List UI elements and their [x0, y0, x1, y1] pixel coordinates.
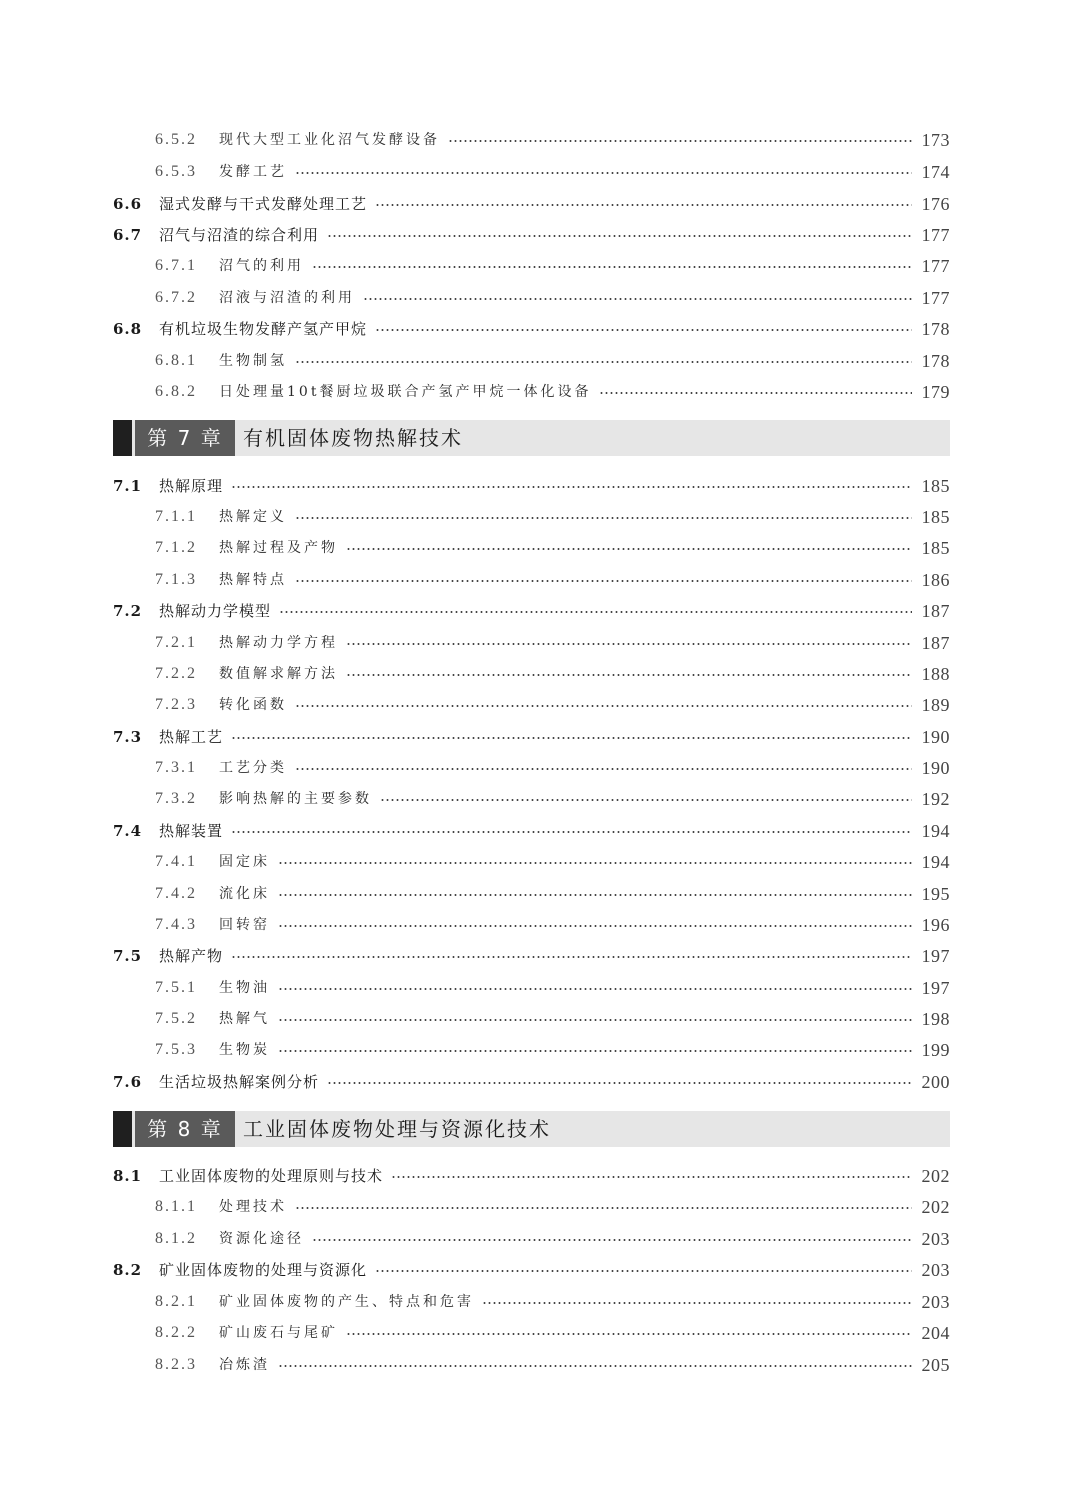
- page-number: 203: [921, 1229, 950, 1249]
- page-number: 185: [921, 476, 950, 496]
- page-number: 189: [921, 695, 950, 715]
- entry-number: 7.3.2: [155, 790, 197, 807]
- dot-leader: [375, 204, 912, 206]
- page-number: 190: [921, 727, 950, 747]
- chapter-title: 工业固体废物处理与资源化技术: [243, 1117, 551, 1141]
- entry-title: 沼气与沼渣的综合利用: [159, 226, 320, 244]
- entry-number: 7.5.1: [155, 979, 197, 996]
- entry-number: 7.5: [113, 947, 143, 965]
- entry-title: 生活垃圾热解案例分析: [159, 1073, 320, 1091]
- toc-subsection[interactable]: [0, 785, 1080, 813]
- entry-number: 6.7.1: [155, 257, 197, 274]
- page-number: 174: [921, 162, 950, 182]
- dot-leader: [380, 799, 912, 801]
- entry-title: 资源化途径: [219, 1231, 304, 1247]
- page-number: 205: [921, 1355, 950, 1375]
- toc-subsection[interactable]: [0, 1036, 1080, 1064]
- dot-leader: [448, 140, 912, 142]
- entry-title: 热解装置: [159, 822, 224, 840]
- toc-section[interactable]: [0, 942, 1080, 970]
- entry-title: 热解产物: [159, 947, 224, 965]
- chapter-title: 有机固体废物热解技术: [243, 426, 463, 450]
- page-number: 185: [921, 538, 950, 558]
- page-number: 177: [921, 288, 950, 308]
- entry-number: 6.6: [113, 195, 143, 213]
- toc-subsection[interactable]: [0, 566, 1080, 594]
- entry-number: 7.6: [113, 1073, 143, 1091]
- dot-leader: [391, 1176, 912, 1178]
- toc-subsection[interactable]: [0, 252, 1080, 280]
- entry-number: 7.5.2: [155, 1010, 197, 1027]
- chapter-heading: [113, 1111, 950, 1147]
- toc-section[interactable]: [0, 190, 1080, 218]
- dot-leader: [295, 172, 912, 174]
- toc-subsection[interactable]: [0, 284, 1080, 312]
- page-number: 197: [921, 978, 950, 998]
- page-number: 204: [921, 1323, 950, 1343]
- toc-subsection[interactable]: [0, 1288, 1080, 1316]
- entry-title: 热解工艺: [159, 728, 224, 746]
- dot-leader: [295, 361, 912, 363]
- entry-number: 7.1.3: [155, 571, 197, 588]
- page-number: 197: [921, 946, 950, 966]
- entry-title: 数值解求解方法: [219, 666, 338, 682]
- entry-title: 热解特点: [219, 572, 287, 588]
- entry-title: 热解动力学方程: [219, 635, 338, 651]
- chapter-number: 第 8 章: [135, 1111, 235, 1147]
- entry-title: 生物炭: [219, 1042, 270, 1058]
- toc-subsection[interactable]: [0, 848, 1080, 876]
- toc-subsection[interactable]: [0, 534, 1080, 562]
- toc-subsection[interactable]: [0, 629, 1080, 657]
- page-number: 194: [921, 852, 950, 872]
- page-number: 203: [921, 1260, 950, 1280]
- entry-title: 工艺分类: [219, 760, 287, 776]
- toc-section[interactable]: [0, 1256, 1080, 1284]
- entry-title: 湿式发酵与干式发酵处理工艺: [159, 195, 368, 213]
- dot-leader: [231, 737, 912, 739]
- dot-leader: [231, 956, 912, 958]
- dot-leader: [231, 486, 912, 488]
- toc-subsection[interactable]: [0, 1351, 1080, 1379]
- dot-leader: [278, 862, 912, 864]
- page-number: 203: [921, 1292, 950, 1312]
- entry-number: 7.1.1: [155, 508, 197, 525]
- page-number: 177: [921, 225, 950, 245]
- entry-number: 7.3.1: [155, 759, 197, 776]
- entry-title: 矿业固体废物的处理与资源化: [159, 1261, 368, 1279]
- dot-leader: [278, 925, 912, 927]
- entry-title: 矿业固体废物的产生、特点和危害: [219, 1294, 474, 1310]
- toc-section[interactable]: [0, 723, 1080, 751]
- page-number: 198: [921, 1009, 950, 1029]
- dot-leader: [312, 1239, 912, 1241]
- entry-title: 转化函数: [219, 697, 287, 713]
- page-number: 188: [921, 664, 950, 684]
- entry-title: 冶炼渣: [219, 1357, 270, 1373]
- entry-title: 热解动力学模型: [159, 602, 272, 620]
- entry-title: 固定床: [219, 854, 270, 870]
- page-number: 199: [921, 1040, 950, 1060]
- entry-number: 6.5.3: [155, 163, 197, 180]
- dot-leader: [312, 266, 912, 268]
- dot-leader: [295, 517, 912, 519]
- dot-leader: [363, 298, 912, 300]
- dot-leader: [279, 611, 912, 613]
- entry-title: 流化床: [219, 886, 270, 902]
- dot-leader: [375, 1270, 912, 1272]
- dot-leader: [482, 1302, 912, 1304]
- page-number: 177: [921, 256, 950, 276]
- entry-number: 6.8: [113, 320, 143, 338]
- dot-leader: [346, 643, 912, 645]
- entry-number: 7.2.1: [155, 634, 197, 651]
- dot-leader: [346, 548, 912, 550]
- page-number: 185: [921, 507, 950, 527]
- chapter-number: 第 7 章: [135, 420, 235, 456]
- toc-subsection[interactable]: [0, 1225, 1080, 1253]
- entry-number: 7.4.2: [155, 885, 197, 902]
- dot-leader: [599, 392, 912, 394]
- chapter-accent-bar: [113, 420, 132, 456]
- toc-subsection[interactable]: [0, 347, 1080, 375]
- dot-leader: [327, 235, 912, 237]
- dot-leader: [278, 894, 912, 896]
- page-number: 176: [921, 194, 950, 214]
- toc-subsection[interactable]: [0, 158, 1080, 186]
- toc-subsection[interactable]: [0, 1005, 1080, 1033]
- toc-section[interactable]: [0, 472, 1080, 500]
- entry-number: 7.2.3: [155, 696, 197, 713]
- toc-subsection[interactable]: [0, 126, 1080, 154]
- entry-number: 8.2.3: [155, 1356, 197, 1373]
- entry-title: 影响热解的主要参数: [219, 791, 372, 807]
- entry-title: 沼液与沼渣的利用: [219, 290, 355, 306]
- entry-number: 7.2.2: [155, 665, 197, 682]
- entry-number: 7.1.2: [155, 539, 197, 556]
- page-number: 200: [921, 1072, 950, 1092]
- page-number: 178: [921, 319, 950, 339]
- toc-subsection[interactable]: [0, 691, 1080, 719]
- entry-title: 热解定义: [219, 509, 287, 525]
- dot-leader: [346, 674, 912, 676]
- page-number: 179: [921, 382, 950, 402]
- entry-number: 6.8.1: [155, 352, 197, 369]
- entry-number: 6.7.2: [155, 289, 197, 306]
- toc-section[interactable]: [0, 1068, 1080, 1096]
- toc-subsection[interactable]: [0, 880, 1080, 908]
- page-number: 202: [921, 1166, 950, 1186]
- toc-subsection[interactable]: [0, 503, 1080, 531]
- toc-section[interactable]: [0, 221, 1080, 249]
- entry-number: 8.1.1: [155, 1198, 197, 1215]
- dot-leader: [278, 988, 912, 990]
- entry-number: 7.2: [113, 602, 143, 620]
- toc-subsection[interactable]: [0, 974, 1080, 1002]
- entry-title: 日处理量10t餐厨垃圾联合产氢产甲烷一体化设备: [219, 384, 592, 400]
- entry-number: 8.1.2: [155, 1230, 197, 1247]
- entry-number: 8.1: [113, 1167, 143, 1185]
- dot-leader: [327, 1082, 912, 1084]
- entry-number: 7.3: [113, 728, 143, 746]
- toc-section[interactable]: [0, 315, 1080, 343]
- toc-subsection[interactable]: [0, 754, 1080, 782]
- dot-leader: [278, 1365, 912, 1367]
- entry-title: 热解过程及产物: [219, 540, 338, 556]
- toc-subsection[interactable]: [0, 911, 1080, 939]
- entry-title: 沼气的利用: [219, 258, 304, 274]
- entry-number: 8.2.2: [155, 1324, 197, 1341]
- dot-leader: [278, 1050, 912, 1052]
- entry-title: 回转窑: [219, 917, 270, 933]
- toc-subsection[interactable]: [0, 660, 1080, 688]
- page-number: 192: [921, 789, 950, 809]
- entry-title: 工业固体废物的处理原则与技术: [159, 1167, 384, 1185]
- page-number: 202: [921, 1197, 950, 1217]
- entry-number: 7.4.1: [155, 853, 197, 870]
- entry-title: 生物制氢: [219, 353, 287, 369]
- entry-title: 现代大型工业化沼气发酵设备: [219, 132, 440, 148]
- dot-leader: [295, 1207, 912, 1209]
- page-number: 178: [921, 351, 950, 371]
- page-number: 187: [921, 633, 950, 653]
- dot-leader: [278, 1019, 912, 1021]
- toc-subsection[interactable]: [0, 378, 1080, 406]
- entry-number: 6.8.2: [155, 383, 197, 400]
- page-number: 173: [921, 130, 950, 150]
- page-number: 195: [921, 884, 950, 904]
- entry-number: 7.1: [113, 477, 143, 495]
- entry-title: 热解原理: [159, 477, 224, 495]
- dot-leader: [295, 580, 912, 582]
- entry-number: 6.5.2: [155, 131, 197, 148]
- entry-title: 生物油: [219, 980, 270, 996]
- entry-title: 有机垃圾生物发酵产氢产甲烷: [159, 320, 368, 338]
- page-number: 190: [921, 758, 950, 778]
- toc-section[interactable]: [0, 597, 1080, 625]
- entry-number: 7.5.3: [155, 1041, 197, 1058]
- entry-title: 发酵工艺: [219, 164, 287, 180]
- entry-title: 热解气: [219, 1011, 270, 1027]
- entry-title: 处理技术: [219, 1199, 287, 1215]
- page-number: 196: [921, 915, 950, 935]
- entry-number: 7.4: [113, 822, 143, 840]
- dot-leader: [346, 1333, 912, 1335]
- entry-number: 8.2: [113, 1261, 143, 1279]
- entry-number: 6.7: [113, 226, 143, 244]
- toc-subsection[interactable]: [0, 1193, 1080, 1221]
- page-number: 194: [921, 821, 950, 841]
- chapter-accent-bar: [113, 1111, 132, 1147]
- entry-number: 7.4.3: [155, 916, 197, 933]
- toc-section[interactable]: [0, 817, 1080, 845]
- page-number: 187: [921, 601, 950, 621]
- dot-leader: [295, 768, 912, 770]
- toc-subsection[interactable]: [0, 1319, 1080, 1347]
- toc-section[interactable]: [0, 1162, 1080, 1190]
- dot-leader: [375, 329, 912, 331]
- dot-leader: [231, 831, 912, 833]
- entry-number: 8.2.1: [155, 1293, 197, 1310]
- page-number: 186: [921, 570, 950, 590]
- chapter-heading: [113, 420, 950, 456]
- entry-title: 矿山废石与尾矿: [219, 1325, 338, 1341]
- dot-leader: [295, 705, 912, 707]
